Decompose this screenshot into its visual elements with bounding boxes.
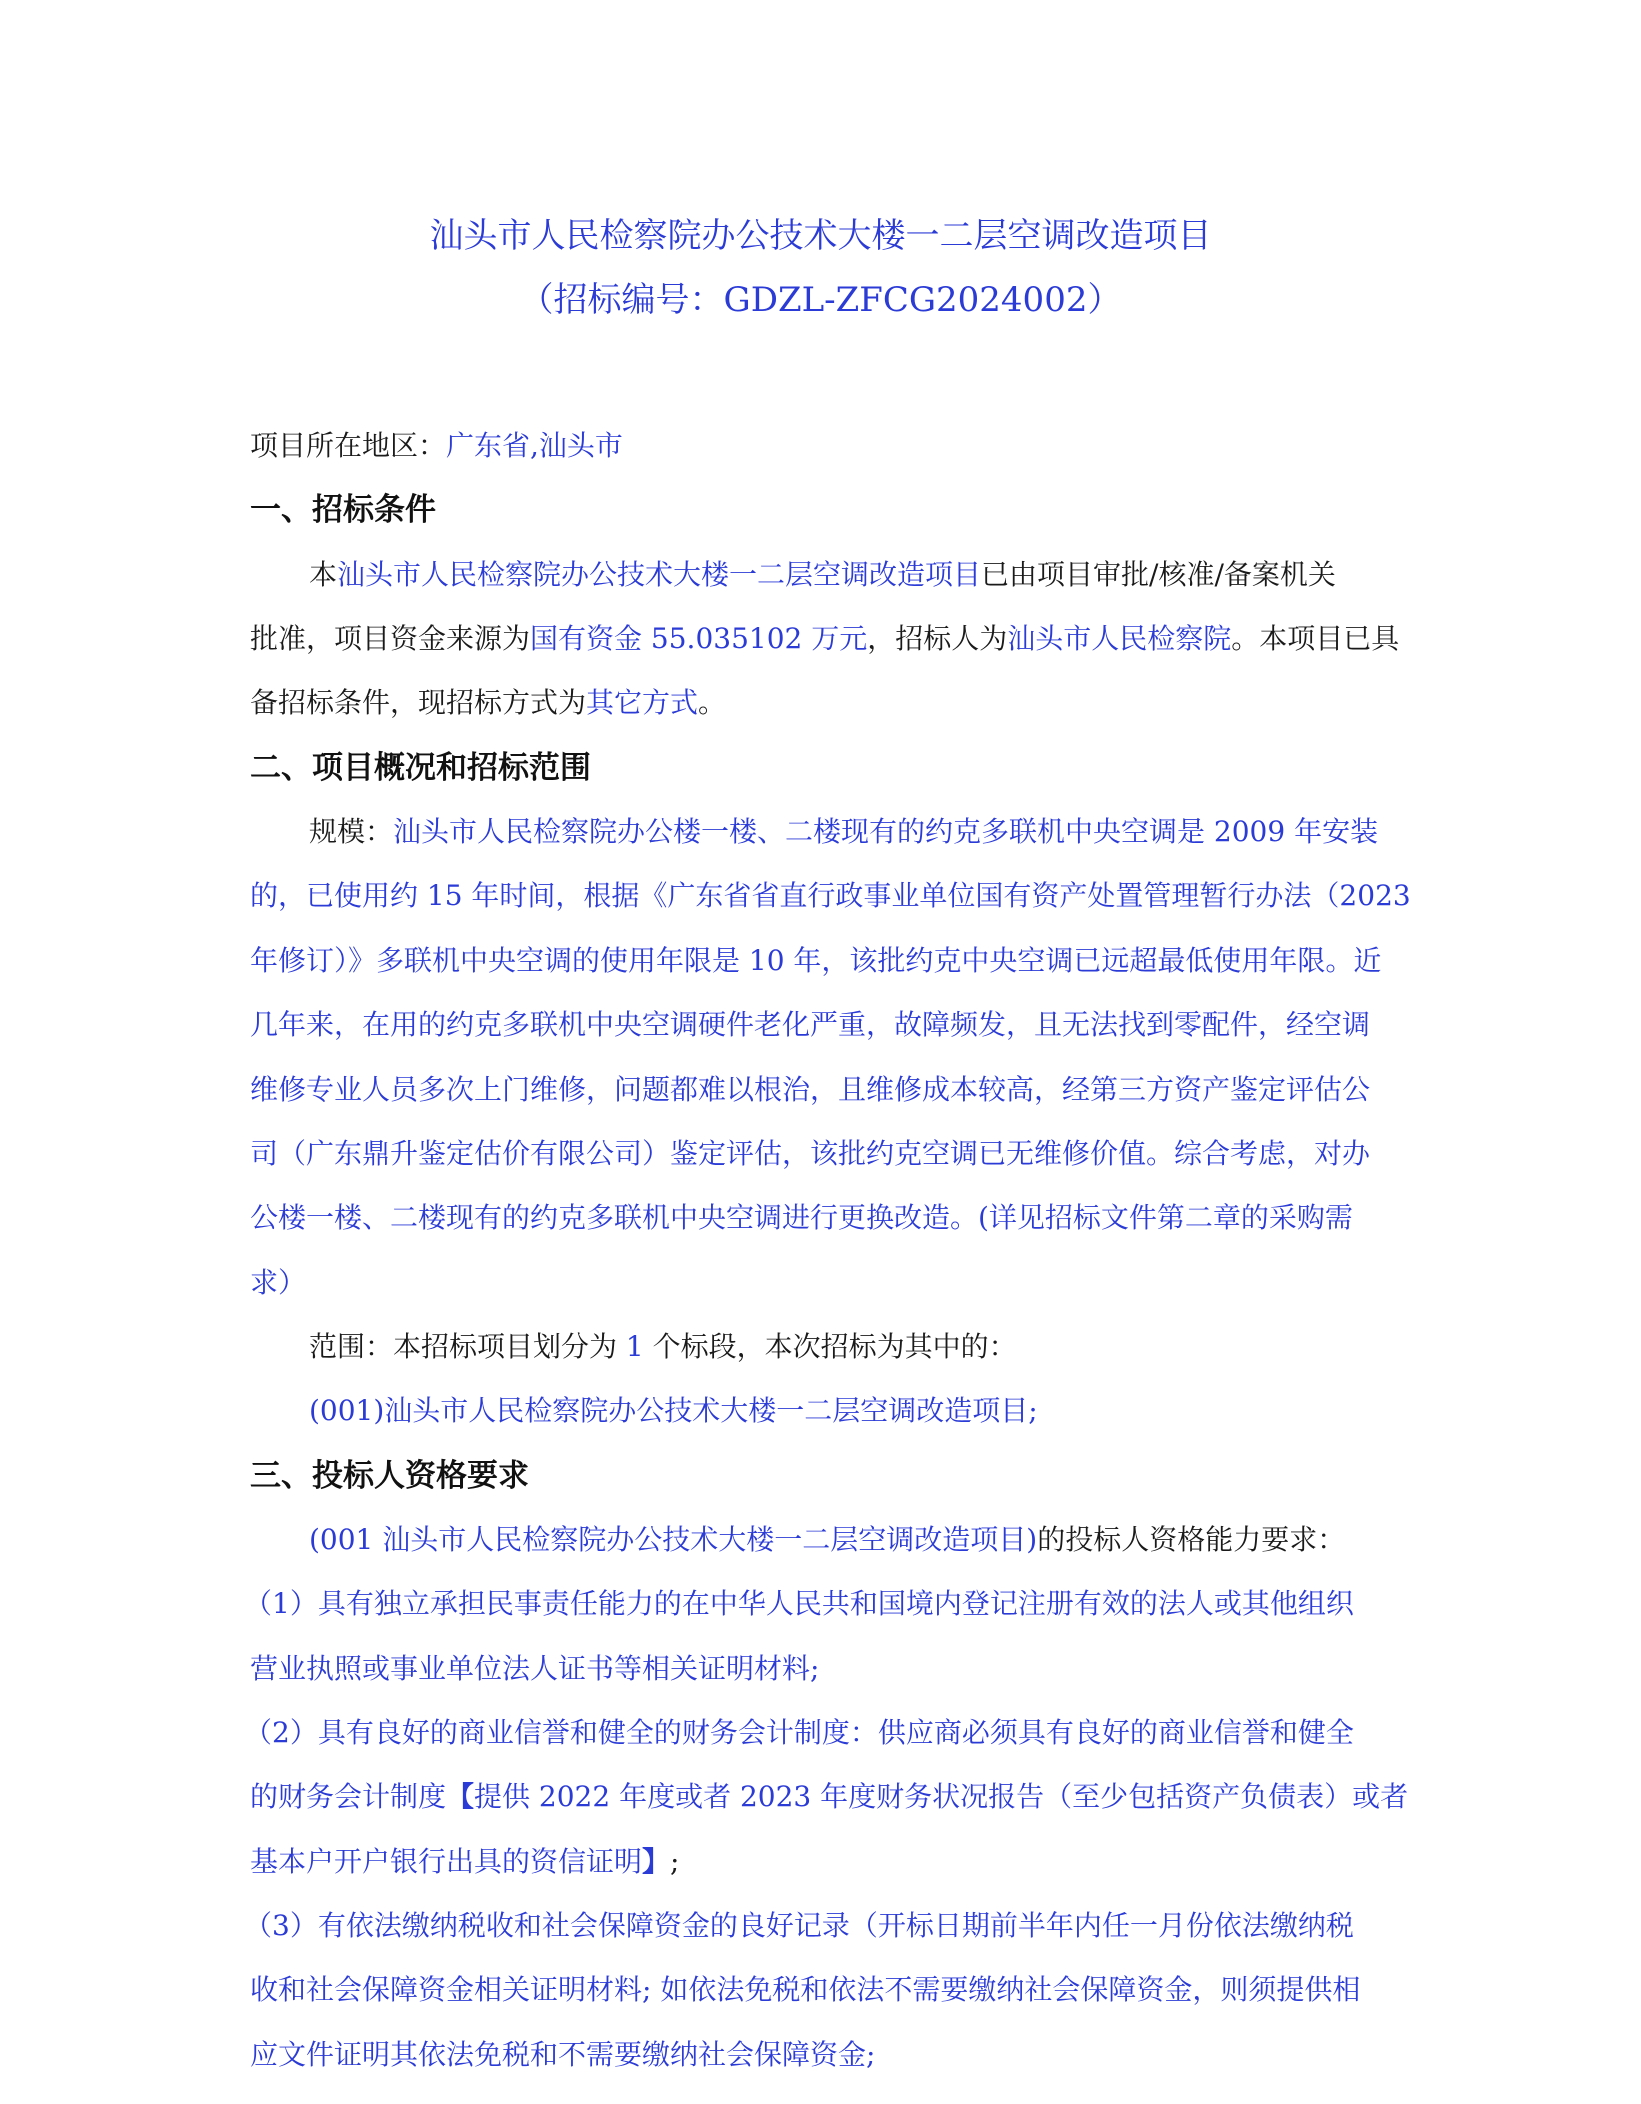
tender-number-suffix: ） — [1087, 280, 1122, 320]
s2-scale-line-5: 维修专业人员多次上门维修，问题都难以根治，且维修成本较高，经第三方资产鉴定评估公 — [250, 1073, 1371, 1106]
s1-text: 。本项目已具 — [1231, 622, 1400, 655]
s1-text: 本 — [309, 558, 338, 591]
s1-text: 已由项目审批/核准/备案机关 — [981, 558, 1336, 591]
bracket-close: 】 — [642, 1845, 671, 1878]
s1-tender-method: 其它方式 — [586, 686, 699, 719]
s3-item-2-end: ; — [670, 1845, 680, 1878]
s2-lot: (001)汕头市人民检察院办公技术大楼一二层空调改造项目; — [309, 1394, 1038, 1427]
s2-scale-line-8: 求） — [250, 1266, 307, 1299]
scale-text: 汕头市人民检察院办公楼一楼、二楼现有的约克多联机中央空调是 2009 年安装 — [393, 815, 1379, 848]
s3-item-3-line-2: 收和社会保障资金相关证明材料; 如依法免税和依法不需要缴纳社会保障资金，则须提供相 — [250, 1973, 1361, 2006]
range-text: 个标段，本次招标为其中的： — [652, 1330, 1017, 1363]
s1-text: 备招标条件，现招标方式为 — [250, 686, 587, 719]
s3-item-3-line-3: 应文件证明其依法免税和不需要缴纳社会保障资金; — [250, 2038, 876, 2071]
s3-intro-text: 的投标人资格能力要求： — [1037, 1523, 1346, 1556]
lot-count: 1 — [617, 1330, 653, 1363]
range-text: 范围：本招标项目划分为 — [309, 1330, 618, 1363]
s3-lot-name: (001 汕头市人民检察院办公技术大楼一二层空调改造项目) — [309, 1523, 1038, 1556]
s3-item-2-line-3 — [250, 1842, 1410, 1882]
s3-intro — [309, 1520, 1410, 1560]
bracket-open: 【 — [446, 1780, 475, 1813]
s2-scale-line-1 — [309, 812, 1410, 852]
s3-item-2-text: 提供 2022 年度或者 2023 年度财务状况报告（至少包括资产负债表）或者 — [474, 1780, 1409, 1813]
s1-project-name: 汕头市人民检察院办公技术大楼一二层空调改造项目 — [337, 558, 982, 591]
s3-item-2-text: 的财务会计制度 — [250, 1780, 447, 1813]
region-label: 项目所在地区： — [250, 429, 447, 462]
tender-number — [0, 272, 1641, 321]
s3-item-1-line-1: （1）具有独立承担民事责任能力的在中华人民共和国境内登记注册有效的法人或其他组织 — [244, 1587, 1354, 1620]
s2-scale-line-2: 的，已使用约 15 年时间，根据《广东省省直行政事业单位国有资产处置管理暂行办法（2023 — [250, 879, 1411, 912]
s2-scale-line-7: 公楼一楼、二楼现有的约克多联机中央空调进行更换改造。(详见招标文件第二章的采购需 — [250, 1201, 1353, 1234]
s2-range — [309, 1327, 1410, 1367]
region-value: 广东省,汕头市 — [446, 429, 623, 462]
s1-line-2 — [250, 619, 1410, 659]
s1-fund-source: 国有资金 55.035102 万元 — [530, 622, 868, 655]
s1-text: ，招标人为 — [867, 622, 1008, 655]
s1-text: 批准，项目资金来源为 — [250, 622, 531, 655]
s2-scale-line-6: 司（广东鼎升鉴定估价有限公司）鉴定评估，该批约克空调已无维修价值。综合考虑，对办 — [250, 1137, 1371, 1170]
s2-scale-line-3: 年修订）》多联机中央空调的使用年限是 10 年，该批约克中央空调已远超最低使用年限。近 — [250, 944, 1382, 977]
s3-item-2-line-2 — [250, 1777, 1410, 1817]
s1-tenderer: 汕头市人民检察院 — [1007, 622, 1232, 655]
project-region — [250, 426, 1410, 466]
tender-number-code: GDZL-ZFCG2024002 — [723, 280, 1088, 320]
s3-item-3-line-1: （3）有依法缴纳税收和社会保障资金的良好记录（开标日期前半年内任一月份依法缴纳税 — [244, 1909, 1354, 1942]
s3-item-1-line-2: 营业执照或事业单位法人证书等相关证明材料; — [250, 1652, 820, 1685]
section-heading-1: 一、招标条件 — [250, 492, 436, 528]
section-heading-2: 二、项目概况和招标范围 — [250, 750, 591, 786]
s3-item-2-text: 基本户开户银行出具的资信证明 — [250, 1845, 643, 1878]
s1-line-3 — [250, 683, 1410, 723]
scale-label: 规模： — [309, 815, 394, 848]
s3-item-2-line-1: （2）具有良好的商业信誉和健全的财务会计制度：供应商必须具有良好的商业信誉和健全 — [244, 1716, 1354, 1749]
s2-scale-line-4: 几年来，在用的约克多联机中央空调硬件老化严重，故障频发，且无法找到零配件，经空调 — [250, 1008, 1371, 1041]
tender-number-prefix: （招标编号： — [519, 280, 724, 320]
document-title: 汕头市人民检察院办公技术大楼一二层空调改造项目 — [429, 216, 1212, 256]
section-heading-3: 三、投标人资格要求 — [250, 1458, 529, 1494]
s1-text: 。 — [698, 686, 727, 719]
s1-line-1 — [309, 555, 1410, 595]
